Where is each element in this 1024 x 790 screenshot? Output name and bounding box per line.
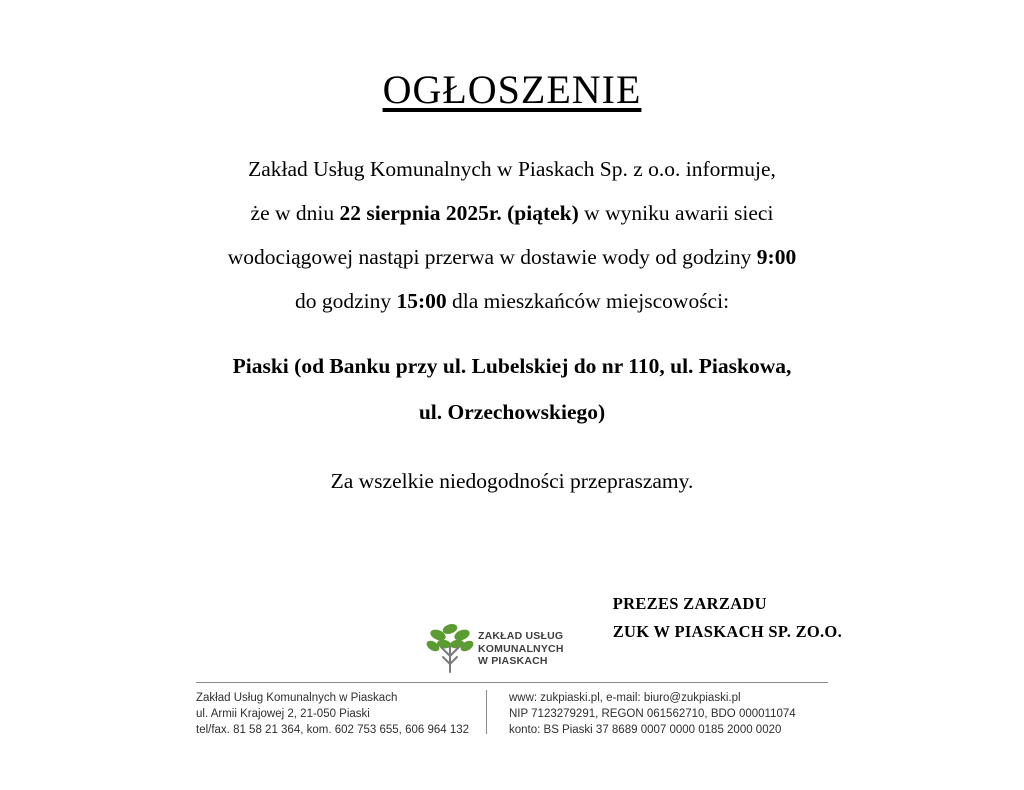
body-line — [105, 191, 919, 235]
footer — [196, 690, 828, 738]
footer-line: tel/fax. 81 58 21 364, kom. 602 753 655, 606 964 132 — [196, 724, 470, 736]
announcement-page — [0, 66, 1024, 790]
body-line — [105, 235, 919, 279]
page-title: OGŁOSZENIE — [382, 67, 642, 112]
logo-text — [478, 630, 564, 668]
footer-line: www: zukpiaski.pl, e-mail: biuro@zukpiaski.pl — [509, 692, 741, 704]
footer-contact-column — [509, 690, 809, 738]
apology-text: Za wszelkie niedogodności przepraszamy. — [330, 469, 694, 493]
body-line — [105, 147, 919, 191]
body-line-emphasis: 22 sierpnia 2025r. (piątek) — [339, 201, 579, 225]
footer-line: ul. Armii Krajowej 2, 21-050 Piaski — [196, 708, 370, 720]
announcement-body — [0, 147, 1024, 503]
signature-block — [613, 590, 842, 646]
body-line-text: do godziny — [294, 289, 397, 313]
footer-address-column — [196, 690, 486, 738]
footer-line: konto: BS Piaski 37 8689 0007 0000 0185 2000 0020 — [509, 724, 782, 736]
body-line — [105, 279, 919, 323]
affected-locations — [105, 343, 919, 435]
footer-line: NIP 7123279291, REGON 061562710, BDO 000011074 — [509, 708, 796, 720]
logo-text-line: KOMUNALNYCH — [478, 642, 564, 655]
signature-line: PREZES ZARZADU — [612, 594, 767, 613]
company-logo — [420, 622, 580, 678]
location-line: Piaski (od Banku przy ul. Lubelskiej do nr 110, ul. Piaskowa, — [232, 354, 792, 378]
body-line-text: że w dniu — [250, 201, 340, 225]
apology-block — [105, 459, 919, 503]
footer-column-divider — [486, 690, 487, 734]
logo-text-line: W PIASKACH — [478, 655, 548, 667]
body-line-text: Zakład Usług Komunalnych w Piaskach Sp. z o.o. informuje, — [248, 157, 776, 181]
body-line-emphasis: 15:00 — [396, 289, 447, 313]
body-line-text: dla mieszkańców miejscowości: — [446, 289, 730, 313]
footer-divider — [196, 682, 828, 683]
tree-icon — [426, 622, 474, 674]
body-line-text: w wyniku awarii sieci — [578, 201, 774, 225]
body-line-emphasis: 9:00 — [756, 245, 797, 269]
logo-text-line: ZAKŁAD USŁUG — [478, 630, 564, 642]
body-line-text: wodociągowej nastąpi przerwa w dostawie wody od godziny — [227, 245, 757, 269]
footer-line: Zakład Usług Komunalnych w Piaskach — [196, 692, 398, 704]
location-line: ul. Orzechowskiego) — [418, 400, 606, 424]
signature-line: ZUK W PIASKACH SP. ZO.O. — [612, 622, 842, 641]
